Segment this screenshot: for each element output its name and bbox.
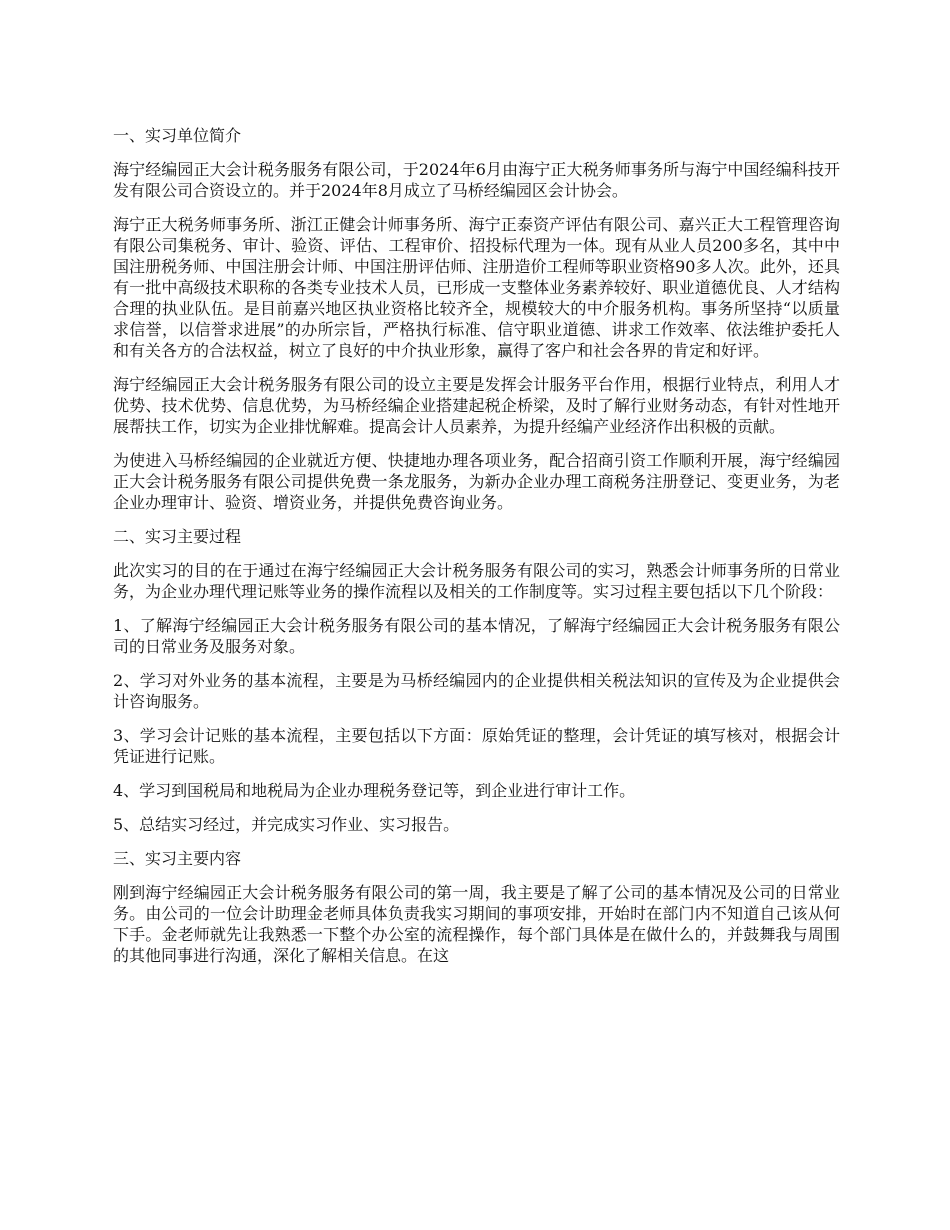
paragraph: 海宁经编园正大会计税务服务有限公司的设立主要是发挥会计服务平台作用，根据行业特点，利用人才优势、技术优势、信息优势，为马桥经编企业搭建起税企桥梁，及时了解行业财务动态，有针对性地开展帮扶工作，切实为企业排忧解难。提高会计人员素养，为提升经编产业经济作出积极的贡献。 bbox=[113, 375, 840, 436]
section-unit-intro bbox=[113, 125, 840, 513]
list-item: 3、学习会计记账的基本流程，主要包括以下方面：原始凭证的整理，会计凭证的填写核对，根据会计凭证进行记账。 bbox=[113, 726, 840, 766]
paragraph: 海宁经编园正大会计税务服务有限公司，于2024年6月由海宁正大税务师事务所与海宁中国经编科技开发有限公司合资设立的。并于2024年8月成立了马桥经编园区会计协会。 bbox=[113, 160, 840, 200]
document-page bbox=[113, 125, 840, 979]
paragraph: 为使进入马桥经编园的企业就近方便、快捷地办理各项业务，配合招商引资工作顺利开展，海宁经编园正大会计税务服务有限公司提供免费一条龙服务，为新办企业办理工商税务注册登记、变更业务，为老企业办理审计、验资、增资业务，并提供免费咨询业务。 bbox=[113, 451, 840, 512]
list-item: 5、总结实习经过，并完成实习作业、实习报告。 bbox=[113, 815, 460, 834]
section-heading: 一、实习单位简介 bbox=[113, 126, 242, 145]
list-item: 2、学习对外业务的基本流程，主要是为马桥经编园内的企业提供相关税法知识的宣传及为企业提供会计咨询服务。 bbox=[113, 671, 840, 711]
list-item: 4、学习到国税局和地税局为企业办理税务登记等，到企业进行审计工作。 bbox=[113, 781, 636, 800]
paragraph: 刚到海宁经编园正大会计税务服务有限公司的第一周，我主要是了解了公司的基本情况及公司的日常业务。由公司的一位会计助理金老师具体负责我实习期间的事项安排，开始时在部门内不知道自己该从何下手。金老师就先让我熟悉一下整个办公室的流程操作，每个部门具体是在做什么的，并鼓舞我与周围的其他同事进行沟通，深化了解相关信息。在这 bbox=[113, 883, 840, 965]
section-internship-process bbox=[113, 526, 840, 835]
section-internship-content bbox=[113, 848, 840, 966]
paragraph: 此次实习的目的在于通过在海宁经编园正大会计税务服务有限公司的实习，熟悉会计师事务所的日常业务，为企业办理代理记账等业务的操作流程以及相关的工作制度等。实习过程主要包括以下几个阶段： bbox=[113, 561, 840, 601]
section-heading: 三、实习主要内容 bbox=[113, 849, 242, 868]
paragraph: 海宁正大税务师事务所、浙江正健会计师事务所、海宁正泰资产评估有限公司、嘉兴正大工程管理咨询有限公司集税务、审计、验资、评估、工程审价、招投标代理为一体。现有从业人员200多名，其中中国注册税务师、中国注册会计师、中国注册评估师、注册造价工程师等职业资格90多人次。此外，还具有一批中高级技术职称的各类专业技术人员，已形成一支整体业务素养较好、职业道德优良、人才结构合理的执业队伍。是目前嘉兴地区执业资格比较齐全，规模较大的中介服务机构。事务所坚持“以质量求信誉，以信誉求进展”的办所宗旨，严格执行标准、信守职业道德、讲求工作效率、依法维护委托人和有关各方的合法权益，树立了良好的中介执业形象，赢得了客户和社会各界的肯定和好评。 bbox=[113, 215, 840, 360]
list-item: 1、了解海宁经编园正大会计税务服务有限公司的基本情况，了解海宁经编园正大会计税务服务有限公司的日常业务及服务对象。 bbox=[113, 616, 840, 656]
section-heading: 二、实习主要过程 bbox=[113, 527, 242, 546]
